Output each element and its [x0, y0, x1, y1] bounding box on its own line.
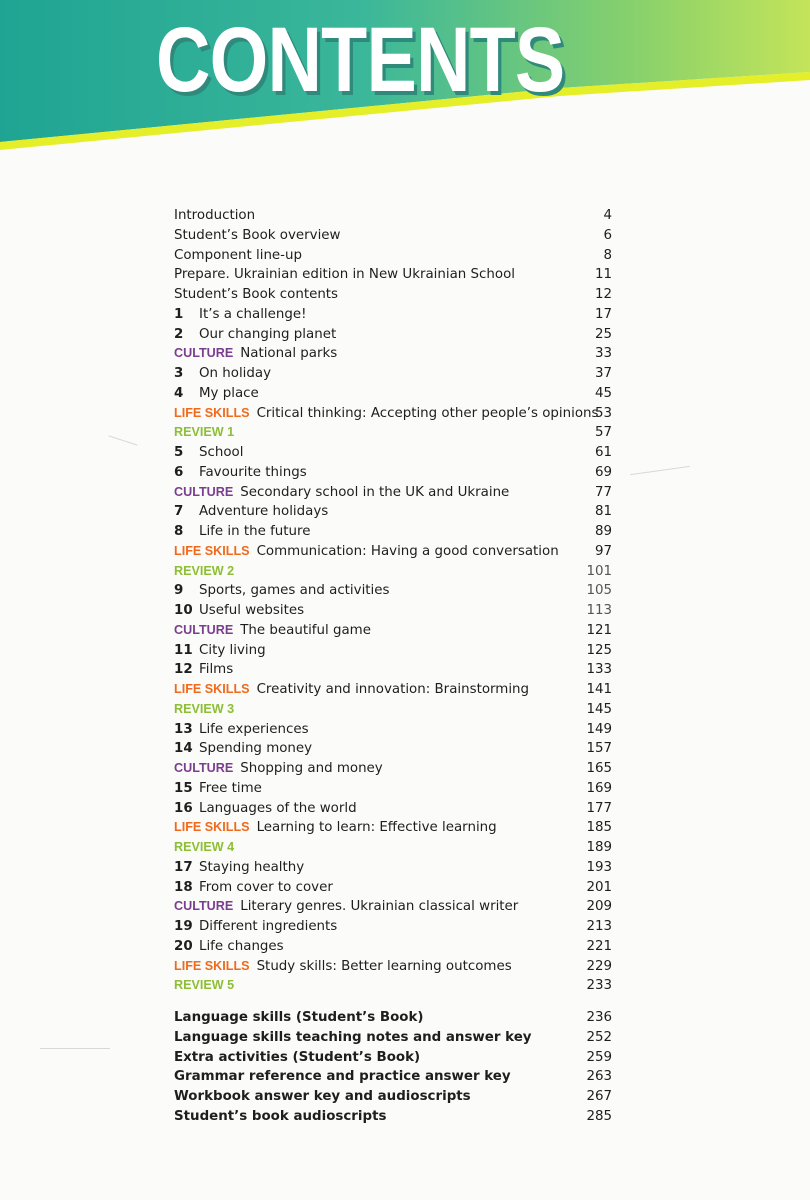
page-number: 81: [594, 504, 612, 520]
entry-title: My place: [199, 385, 259, 401]
unit-entry[interactable]: [174, 443, 612, 463]
unit-number: 8: [174, 524, 184, 539]
appendix-entry[interactable]: [174, 1008, 612, 1028]
section-gap: [174, 996, 612, 1008]
unit-number: 16: [174, 800, 193, 816]
page-number: 45: [594, 385, 612, 401]
entry-title: Workbook answer key and audioscripts: [174, 1089, 471, 1104]
page-number: 201: [586, 879, 612, 895]
lifeskills-entry[interactable]: [174, 957, 612, 977]
page-number: 97: [594, 543, 612, 559]
review-entry[interactable]: [174, 838, 612, 858]
review-entry[interactable]: [174, 700, 612, 720]
unit-entry[interactable]: [174, 364, 612, 384]
extras-section: [174, 1008, 612, 1127]
appendix-entry[interactable]: [174, 1107, 612, 1127]
unit-number: 13: [174, 721, 193, 737]
entry-title: National parks: [240, 346, 338, 362]
culture-tag: CULTURE: [174, 761, 234, 775]
culture-entry[interactable]: [174, 759, 612, 779]
unit-number: 10: [174, 603, 193, 618]
page-number: 145: [586, 701, 612, 717]
page-number: 77: [594, 484, 612, 500]
intro-section: [174, 206, 612, 305]
page-number: 236: [586, 1010, 612, 1025]
unit-number: 12: [174, 662, 193, 678]
entry-title: Extra activities (Student’s Book): [174, 1049, 421, 1065]
page-number: 169: [586, 780, 612, 796]
entry-title: Languages of the world: [199, 800, 357, 816]
page-number: 25: [594, 326, 612, 342]
culture-tag: CULTURE: [174, 484, 234, 499]
unit-entry[interactable]: [174, 937, 612, 957]
entry-title: From cover to cover: [199, 879, 333, 895]
entry-title: Spending money: [199, 741, 313, 757]
culture-tag: CULTURE: [174, 899, 234, 914]
review-entry[interactable]: [174, 562, 612, 582]
entry-title: School: [199, 445, 244, 460]
review-tag: REVIEW 2: [174, 563, 235, 578]
entry-title: Favourite things: [199, 464, 307, 480]
page-number: 61: [594, 445, 612, 460]
toc-entry[interactable]: [174, 265, 612, 285]
page-number: 6: [603, 227, 612, 243]
review-entry[interactable]: [174, 976, 612, 996]
page-number: 209: [586, 899, 612, 915]
page-number: 37: [594, 366, 612, 381]
lifeskills-tag: LIFE SKILLS: [174, 543, 250, 558]
page-number: 89: [594, 524, 612, 539]
unit-entry[interactable]: [174, 463, 612, 483]
page-number: 267: [586, 1089, 612, 1104]
page-number: 157: [586, 741, 612, 757]
entry-title: Life changes: [199, 938, 284, 954]
unit-number: 17: [174, 859, 193, 875]
unit-number: 3: [174, 366, 184, 381]
entry-title: Prepare. Ukrainian edition in New Ukrainian School: [174, 267, 515, 283]
entry-title: Language skills teaching notes and answer key: [174, 1029, 532, 1045]
unit-number: 1: [174, 306, 184, 322]
unit-entry[interactable]: [174, 720, 612, 740]
entry-title: Adventure holidays: [199, 504, 329, 520]
unit-number: 2: [174, 326, 184, 342]
appendix-entry[interactable]: [174, 1087, 612, 1107]
unit-number: 5: [174, 445, 184, 460]
culture-entry[interactable]: [174, 621, 612, 641]
page-number: 101: [586, 563, 612, 579]
review-tag: REVIEW 3: [174, 701, 235, 716]
review-tag: REVIEW 1: [174, 425, 235, 440]
page-number: 193: [586, 859, 612, 875]
unit-entry[interactable]: [174, 641, 612, 661]
toc-entry[interactable]: [174, 206, 612, 226]
page-number: 263: [586, 1069, 612, 1085]
page-number: 121: [586, 622, 612, 638]
lifeskills-entry[interactable]: [174, 818, 612, 838]
unit-entry[interactable]: [174, 878, 612, 898]
scan-mark: [630, 466, 690, 475]
culture-tag: CULTURE: [174, 622, 234, 637]
unit-entry[interactable]: [174, 581, 612, 601]
toc-entry[interactable]: [174, 226, 612, 246]
entry-title: Secondary school in the UK and Ukraine: [240, 484, 510, 500]
unit-entry[interactable]: [174, 660, 612, 680]
unit-number: 20: [174, 938, 193, 954]
page-number: 133: [586, 662, 612, 678]
appendix-entry[interactable]: [174, 1067, 612, 1087]
unit-entry[interactable]: [174, 305, 612, 325]
unit-entry[interactable]: [174, 522, 612, 542]
unit-number: 6: [174, 464, 184, 480]
entry-title: It’s a challenge!: [199, 306, 307, 322]
review-tag: REVIEW 5: [174, 978, 235, 993]
lifeskills-entry[interactable]: [174, 680, 612, 700]
entry-title: Our changing planet: [199, 326, 337, 342]
culture-entry[interactable]: [174, 897, 612, 917]
page-number: 57: [594, 425, 612, 441]
culture-entry[interactable]: [174, 483, 612, 503]
appendix-entry[interactable]: [174, 1048, 612, 1068]
page-number: 69: [594, 464, 612, 480]
scan-mark: [40, 1048, 110, 1049]
unit-entry[interactable]: [174, 325, 612, 345]
page-number: 12: [594, 287, 612, 302]
entry-title: Life experiences: [199, 721, 309, 737]
entry-title: Useful websites: [199, 603, 305, 618]
page-number: 17: [594, 306, 612, 322]
lifeskills-tag: LIFE SKILLS: [174, 405, 250, 420]
entry-title: Student’s book audioscripts: [174, 1108, 387, 1124]
unit-entry[interactable]: [174, 739, 612, 759]
entry-title: Shopping and money: [240, 761, 383, 776]
culture-entry[interactable]: [174, 344, 612, 364]
page-number: 213: [586, 919, 612, 934]
units-section: [174, 305, 612, 996]
entry-title: Creativity and innovation: Brainstorming: [256, 682, 530, 697]
unit-entry[interactable]: [174, 779, 612, 799]
entry-title: Grammar reference and practice answer key: [174, 1069, 511, 1085]
entry-title: The beautiful game: [240, 622, 371, 638]
page-number: 259: [586, 1049, 612, 1065]
page-number: 105: [586, 583, 612, 599]
entry-title: On holiday: [199, 366, 272, 381]
page-number: 252: [586, 1029, 612, 1045]
page-number: 233: [586, 978, 612, 994]
page-number: 11: [594, 267, 612, 283]
toc-entry[interactable]: [174, 246, 612, 266]
page-number: 229: [586, 958, 612, 974]
unit-number: 19: [174, 919, 193, 934]
scan-mark: [109, 435, 138, 445]
culture-tag: CULTURE: [174, 346, 234, 361]
page-title: CONTENTS: [156, 9, 565, 111]
entry-title: Introduction: [174, 208, 256, 223]
entry-title: Staying healthy: [199, 859, 305, 875]
unit-number: 9: [174, 583, 184, 599]
unit-number: 7: [174, 504, 184, 520]
lifeskills-tag: LIFE SKILLS: [174, 682, 250, 696]
page-number: 4: [603, 208, 612, 223]
page-number: 141: [586, 682, 612, 697]
entry-title: Free time: [199, 780, 262, 796]
entry-title: Films: [199, 662, 234, 678]
entry-title: Student’s Book overview: [174, 227, 341, 243]
entry-title: Communication: Having a good conversation: [256, 543, 559, 559]
entry-title: Study skills: Better learning outcomes: [256, 958, 512, 974]
page-number: 285: [586, 1108, 612, 1124]
entry-title: Learning to learn: Effective learning: [256, 820, 497, 836]
page-number: 33: [594, 346, 612, 362]
lifeskills-tag: LIFE SKILLS: [174, 820, 250, 835]
page-number: 113: [586, 603, 612, 618]
unit-number: 4: [174, 385, 184, 401]
unit-number: 18: [174, 879, 193, 895]
page-number: 8: [603, 247, 612, 263]
toc-entry[interactable]: [174, 285, 612, 305]
entry-title: City living: [199, 642, 266, 658]
entry-title: Component line-up: [174, 247, 302, 263]
page-number: 149: [586, 721, 612, 737]
entry-title: Different ingredients: [199, 919, 338, 934]
page-number: 189: [586, 840, 612, 855]
contents-list: [174, 206, 612, 1127]
review-entry[interactable]: [174, 423, 612, 443]
unit-entry[interactable]: [174, 384, 612, 404]
appendix-entry[interactable]: [174, 1028, 612, 1048]
unit-entry[interactable]: [174, 799, 612, 819]
page-number: 177: [586, 800, 612, 816]
unit-entry[interactable]: [174, 858, 612, 878]
review-tag: REVIEW 4: [174, 840, 235, 854]
entry-title: Language skills (Student’s Book): [174, 1010, 424, 1025]
unit-number: 14: [174, 741, 193, 757]
unit-entry[interactable]: [174, 917, 612, 937]
page-number: 185: [586, 820, 612, 836]
entry-title: Sports, games and activities: [199, 583, 390, 599]
page-number: 53: [594, 405, 612, 421]
unit-number: 11: [174, 642, 193, 658]
lifeskills-entry[interactable]: [174, 404, 612, 424]
lifeskills-entry[interactable]: [174, 542, 612, 562]
entry-title: Student’s Book contents: [174, 287, 339, 302]
page-number: 165: [586, 761, 612, 776]
page-number: 125: [586, 642, 612, 658]
unit-entry[interactable]: [174, 502, 612, 522]
unit-entry[interactable]: [174, 601, 612, 621]
page-number: 221: [586, 938, 612, 954]
entry-title: Literary genres. Ukrainian classical writer: [240, 899, 519, 915]
entry-title: Critical thinking: Accepting other people’s opinions: [256, 405, 599, 421]
lifeskills-tag: LIFE SKILLS: [174, 958, 250, 973]
unit-number: 15: [174, 780, 193, 796]
entry-title: Life in the future: [199, 524, 311, 539]
